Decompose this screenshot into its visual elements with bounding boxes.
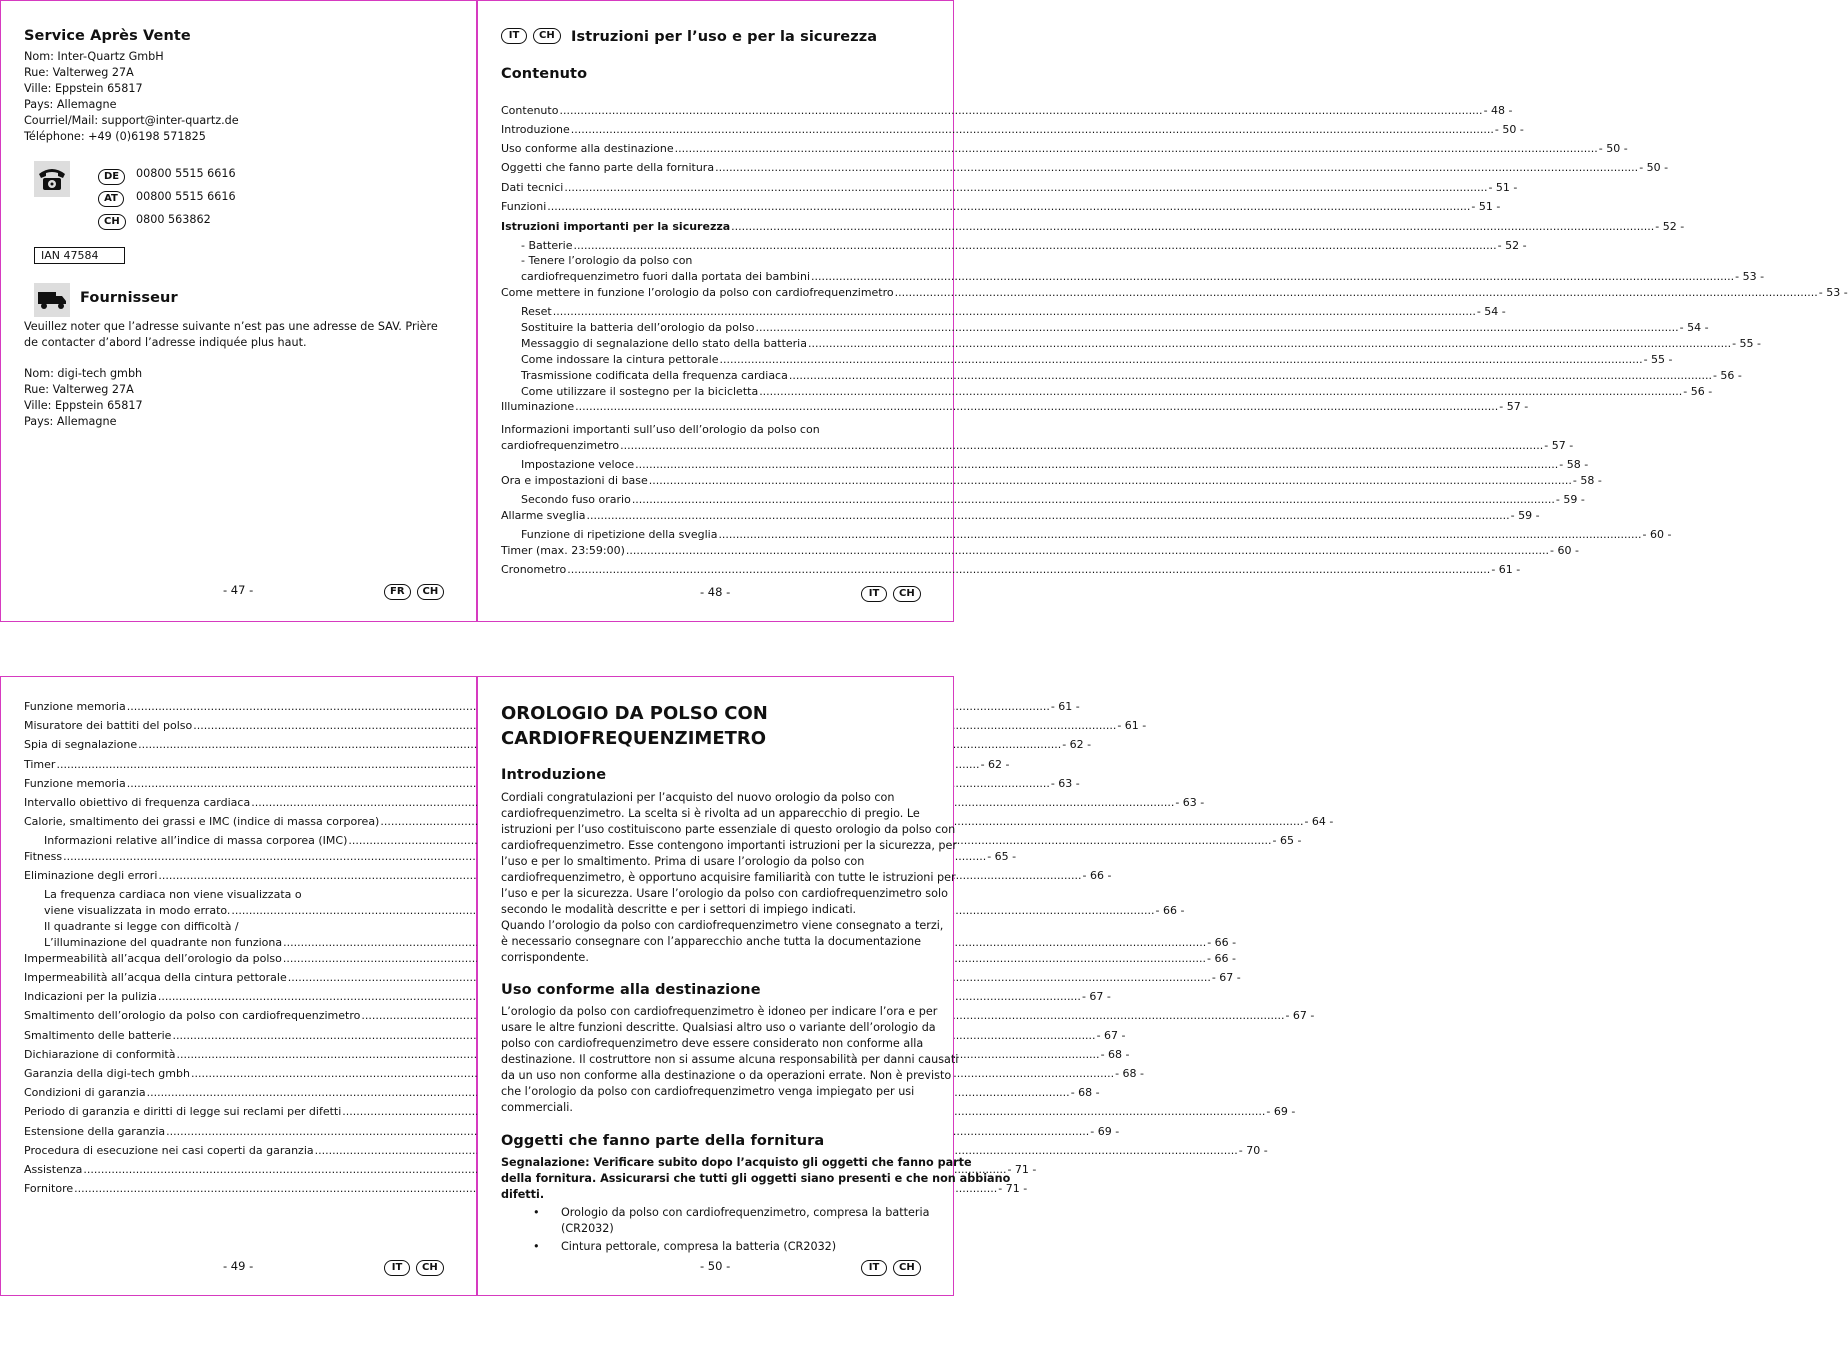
toc-entry-title: Uso conforme alla destinazione <box>501 142 674 155</box>
text-line: • Cintura pettorale, compresa la batteria (CR2032) <box>561 1240 837 1253</box>
text-line: istruzioni per l’uso costituiscono parte essenziale di questo orologio da polso con <box>501 823 956 836</box>
toc-page-number: - 59 - <box>1555 493 1585 506</box>
list-item <box>501 1239 929 1255</box>
toc-leader-dots <box>575 400 1498 413</box>
toc-entry-title: Cronometro <box>501 563 567 576</box>
toc-leader-dots <box>811 270 1734 283</box>
country-badge: CH <box>98 214 126 230</box>
toc-page-number: - 66 - <box>1155 904 1185 917</box>
toc-entry-title: Eliminazione degli errori <box>24 869 158 882</box>
toc-entry <box>501 200 1501 213</box>
service-line: Rue: Valterweg 27A <box>24 66 134 79</box>
toc-entry-title: Funzione di ripetizione della sveglia <box>521 528 718 541</box>
toc-leader-dots <box>635 458 1558 471</box>
toc-entry <box>24 1029 1126 1042</box>
toc-page-number: - 50 - <box>1598 142 1628 155</box>
language-badges <box>384 1260 444 1276</box>
toc-page-number: - 57 - <box>1499 400 1529 413</box>
text-line: • Orologio da polso con cardiofrequenzimetro, compresa la batteria <box>561 1206 930 1219</box>
toc-entry <box>501 563 1521 576</box>
toc-page-number: - 65 - <box>1272 834 1302 847</box>
toc-entry <box>24 719 1147 732</box>
toc-entry-title: Come indossare la cintura pettorale <box>521 353 719 366</box>
toc-leader-dots <box>719 353 1642 366</box>
toc-entry <box>501 337 1762 350</box>
toc-entry <box>501 239 1527 252</box>
toc-page-number: - 53 - <box>1735 270 1765 283</box>
toc-entry-title: Garanzia della digi-tech gmbh <box>24 1067 190 1080</box>
text-line: è necessario consegnare con l’apparecchio anche tutta la documentazione <box>501 935 921 948</box>
toc-leader-dots <box>564 181 1487 194</box>
toc-page-number: - 52 - <box>1655 220 1685 233</box>
toc-entry-title: Estensione della garanzia <box>24 1125 166 1138</box>
page-number: - 47 - <box>223 583 254 597</box>
toc-entry <box>24 700 1080 713</box>
toc-entry <box>501 369 1742 382</box>
country-badge: IT <box>861 586 887 602</box>
toc-entry-title: Sostituire la batteria dell’orologio da polso <box>521 321 755 334</box>
service-line: Ville: Eppstein 65817 <box>24 82 143 95</box>
country-badge: CH <box>533 28 561 44</box>
toc-page-number: - 71 - <box>998 1182 1028 1195</box>
service-line: Courriel/Mail: support@inter-quartz.de <box>24 114 239 127</box>
toc-page-number: - 61 - <box>1491 563 1521 576</box>
toc-entry-title: Messaggio di segnalazione dello stato della batteria <box>521 337 807 350</box>
toc-entry <box>501 493 1585 506</box>
toc-entry <box>501 353 1673 366</box>
toc-entry <box>501 286 1848 299</box>
text-line: corrispondente. <box>501 951 589 964</box>
toc-page-number: - 66 - <box>1082 869 1112 882</box>
contents-title: Contenuto <box>501 66 588 82</box>
toc-entry <box>501 123 1524 136</box>
toc-entry <box>501 423 1574 452</box>
text-line: secondo le modalità descritte e per i settori di impiego indicati. <box>501 903 857 916</box>
supply-title: Oggetti che fanno parte della fornitura <box>501 1133 825 1149</box>
toc-entry-title: Trasmissione codificata della frequenza cardiaca <box>521 369 788 382</box>
ian-box: IAN 47584 <box>34 247 125 264</box>
toc-page-number: - 60 - <box>1642 528 1672 541</box>
toc-entry-title: Illuminazione <box>501 400 575 413</box>
toc-leader-dots <box>574 239 1497 252</box>
toc-entry-title: Contenuto <box>501 104 559 117</box>
page-47 <box>0 0 477 622</box>
toc-leader-dots <box>895 286 1818 299</box>
toc-leader-dots <box>553 305 1476 318</box>
toc-entry-title: cardiofrequenzimetro fuori dalla portata dei bambini <box>521 270 811 283</box>
toc-entry-title: Informazioni relative all’indice di massa corporea (IMC) <box>44 834 348 847</box>
toc-page-number: - 54 - <box>1476 305 1506 318</box>
toc-entry <box>501 400 1529 413</box>
toc-entry-lead: Informazioni importanti sull’uso dell’orologio da polso con <box>501 423 820 436</box>
toc-entry <box>501 509 1540 522</box>
text-line: (CR2032) <box>561 1222 614 1235</box>
toc-entry-title: Smaltimento delle batterie <box>24 1029 172 1042</box>
toc-entry <box>24 971 1241 984</box>
service-line: Pays: Allemagne <box>24 98 117 111</box>
toc-leader-dots <box>759 385 1682 398</box>
toc-entry <box>501 104 1513 117</box>
toc-entry-lead: - Tenere l’orologio da polso con <box>521 254 693 267</box>
toc-entry <box>501 142 1628 155</box>
toc-page-number: - 57 - <box>1544 439 1574 452</box>
toc-entry <box>501 181 1518 194</box>
toc-page-number: - 61 - <box>1117 719 1147 732</box>
text-line: usare le altre funzioni descritte. Qualsiasi altro uso o variante dell’orologio da <box>501 1021 936 1034</box>
toc-entry-title: Indicazioni per la pulizia <box>24 990 157 1003</box>
toc-entry <box>24 1125 1120 1138</box>
supplier-note: Veuillez noter que l’adresse suivante n’est pas une adresse de SAV. Prière de contacter d’abord l’adresse indiquée plus haut. <box>24 320 438 349</box>
toc-page-number: - 64 - <box>1304 815 1334 828</box>
supply-note <box>501 1155 1010 1203</box>
service-title: Service Après Vente <box>24 28 191 44</box>
toc-entry <box>24 815 1334 828</box>
page-48 <box>477 0 1848 622</box>
toc-page-number: - 69 - <box>1266 1105 1296 1118</box>
toc-page-number: - 66 - <box>1207 936 1237 949</box>
country-badge: IT <box>861 1260 887 1276</box>
toc-leader-dots <box>587 509 1510 522</box>
toc-page-number: - 67 - <box>1081 990 1111 1003</box>
toc-entry <box>501 321 1709 334</box>
text-line: Cordiali congratulazioni per l’acquisto del nuovo orologio da polso con <box>501 791 895 804</box>
toc-entry-title: Fornitore <box>24 1182 74 1195</box>
toc-leader-dots <box>756 321 1679 334</box>
toc-leader-dots <box>789 369 1712 382</box>
phone-row <box>98 209 211 230</box>
main-title-line: CARDIOFREQUENZIMETRO <box>501 728 767 749</box>
toc-page-number: - 67 - <box>1211 971 1241 984</box>
main-title-line: OROLOGIO DA POLSO CON <box>501 703 768 724</box>
toc-page-number: - 65 - <box>987 850 1017 863</box>
toc-leader-dots <box>571 123 1494 136</box>
service-line: Nom: Inter-Quartz GmbH <box>24 50 164 63</box>
toc-entry-title: Calorie, smaltimento dei grassi e IMC (indice di massa corporea) <box>24 815 380 828</box>
toc-page-number: - 69 - <box>1090 1125 1120 1138</box>
toc-leader-dots <box>649 474 1572 487</box>
toc-leader-dots <box>632 493 1555 506</box>
toc-entry <box>501 474 1602 487</box>
text-line: che l’orologio da polso con cardiofrequenzimetro venga impiegato per usi <box>501 1085 915 1098</box>
toc-page-number: - 70 - <box>1238 1144 1268 1157</box>
country-badge: CH <box>893 586 921 602</box>
toc-entry <box>501 528 1672 541</box>
supplier-line: Pays: Allemagne <box>24 415 117 428</box>
toc-entry-title: Oggetti che fanno parte della fornitura <box>501 161 715 174</box>
toc-entry-title: Misuratore dei battiti del polso <box>24 719 193 732</box>
toc-page-number: - 55 - <box>1643 353 1673 366</box>
toc-entry-title: Introduzione <box>501 123 570 136</box>
toc-entry <box>24 1144 1268 1157</box>
toc-page-number: - 68 - <box>1100 1048 1130 1061</box>
toc-entry <box>24 758 1010 771</box>
toc-entry-title: Impostazione veloce <box>521 458 635 471</box>
toc-entry-title: Impermeabilità all’acqua della cintura pettorale <box>24 971 287 984</box>
toc-page-number: - 51 - <box>1488 181 1518 194</box>
toc-entry-title: Condizioni di garanzia <box>24 1086 146 1099</box>
toc-page-number: - 62 - <box>1062 738 1092 751</box>
toc-page-number: - 63 - <box>1050 777 1080 790</box>
toc-entry-title: L’illuminazione del quadrante non funziona <box>44 936 283 949</box>
toc-page-number: - 71 - <box>1007 1163 1037 1176</box>
toc-page-number: - 50 - <box>1639 161 1669 174</box>
toc-entry-lead: La frequenza cardiaca non viene visualizzata o <box>44 888 302 901</box>
toc-leader-dots <box>547 200 1470 213</box>
country-badge: AT <box>98 191 124 207</box>
main-title <box>501 701 768 751</box>
toc-entry-title: - Batterie <box>521 239 573 252</box>
toc-page-number: - 67 - <box>1096 1029 1126 1042</box>
toc-entry-title: Smaltimento dell’orologio da polso con cardiofrequenzimetro <box>24 1009 361 1022</box>
supplier-line: Rue: Valterweg 27A <box>24 383 134 396</box>
toc-page-number: - 51 - <box>1471 200 1501 213</box>
toc-page-number: - 68 - <box>1070 1086 1100 1099</box>
toc-entry-title: Secondo fuso orario <box>521 493 631 506</box>
text-line: Quando l’orologio da polso con cardiofrequenzimetro viene consegnato a terzi, <box>501 919 944 932</box>
toc-entry-lead: Il quadrante si legge con difficoltà / <box>44 920 239 933</box>
toc-page-number: - 54 - <box>1679 321 1709 334</box>
toc-entry-title: Dati tecnici <box>501 181 564 194</box>
toc-entry-title: Intervallo obiettivo di frequenza cardiaca <box>24 796 251 809</box>
toc-leader-dots <box>715 161 1638 174</box>
language-badges <box>384 584 444 600</box>
toc-leader-dots <box>567 563 1490 576</box>
toc-page-number: - 53 - <box>1818 286 1848 299</box>
service-line: Téléphone: +49 (0)6198 571825 <box>24 130 206 143</box>
toc-entry <box>24 1163 1037 1176</box>
supplier-address <box>24 366 143 430</box>
toc-entry <box>501 458 1589 471</box>
toc-entry-title: Procedura di esecuzione nei casi coperti da garanzia <box>24 1144 314 1157</box>
page-title: Istruzioni per l’uso e per la sicurezza <box>571 29 878 45</box>
toc-leader-dots <box>626 544 1549 557</box>
toc-entry-title: Reset <box>521 305 552 318</box>
text-line: L’orologio da polso con cardiofrequenzimetro è idoneo per indicare l’ora e per <box>501 1005 938 1018</box>
phone-row <box>98 186 236 207</box>
telephone-icon <box>34 161 70 197</box>
toc-entry-title: Timer <box>24 758 56 771</box>
toc-entry-title: Funzione memoria <box>24 700 126 713</box>
language-badges <box>861 1260 921 1276</box>
phone-number: 0800 563862 <box>136 213 211 226</box>
intro-text <box>501 790 957 966</box>
toc-entry-title: Ora e impostazioni di base <box>501 474 648 487</box>
toc-leader-dots <box>718 528 1641 541</box>
toc-entry-title: Come utilizzare il sostegno per la bicicletta <box>521 385 759 398</box>
phone-row <box>98 164 236 185</box>
toc-page-number: - 63 - <box>1175 796 1205 809</box>
toc-page-number: - 59 - <box>1510 509 1540 522</box>
phone-number: 00800 5515 6616 <box>136 190 236 203</box>
toc-entry-title: Assistenza <box>24 1163 83 1176</box>
toc-page-number: - 56 - <box>1683 385 1713 398</box>
toc-entry-title: Allarme sveglia <box>501 509 586 522</box>
toc-leader-dots <box>620 439 1543 452</box>
supplier-line: Nom: digi-tech gmbh <box>24 367 143 380</box>
text-line: l’uso e per lo smaltimento. Prima di usare l’orologio da polso con <box>501 855 865 868</box>
page-number: - 48 - <box>700 585 731 599</box>
toc-entry-title: Spia di segnalazione <box>24 738 138 751</box>
language-badges <box>861 586 921 602</box>
toc-entry-title: Come mettere in funzione l’orologio da polso con cardiofrequenzimetro <box>501 286 894 299</box>
toc-leader-dots <box>559 104 1482 117</box>
text-line: della fornitura. Assicurarsi che tutti gli oggetti siano presenti e che non abbiano <box>501 1172 1011 1185</box>
text-line: l’uso e per la sicurezza. Usare l’orologio da polso con cardiofrequenzimetro solo <box>501 887 948 900</box>
supply-list <box>501 1205 929 1255</box>
toc-page-number: - 68 - <box>1115 1067 1145 1080</box>
country-badge: IT <box>501 28 527 44</box>
text-line: cardiofrequenzimetro. La scelta si è rivolta ad un apparecchio di pregio. Le <box>501 807 920 820</box>
list-item <box>501 1205 929 1237</box>
text-line: destinazione. Il costruttore non si assume alcuna responsabilità per danni causati <box>501 1053 959 1066</box>
country-badge: CH <box>416 1260 444 1276</box>
page-number: - 49 - <box>223 1259 254 1273</box>
toc-entry <box>501 161 1669 174</box>
toc-page-number: - 66 - <box>1207 952 1236 965</box>
country-badge: IT <box>384 1260 410 1276</box>
toc-page-number: - 48 - <box>1483 104 1513 117</box>
toc-entry-title: Dichiarazione di conformità <box>24 1048 176 1061</box>
text-line: commerciali. <box>501 1101 573 1114</box>
toc-entry <box>501 220 1685 233</box>
use-title: Uso conforme alla destinazione <box>501 982 761 998</box>
toc-leader-dots <box>808 337 1731 350</box>
toc-page-number: - 62 - <box>980 758 1010 771</box>
country-badge: CH <box>893 1260 921 1276</box>
use-text <box>501 1004 958 1116</box>
toc-entry <box>501 385 1713 398</box>
toc-page-number: - 56 - <box>1712 369 1742 382</box>
toc-entry <box>24 777 1080 790</box>
toc-entry-title: Periodo di garanzia e diritti di legge sui reclami per difetti <box>24 1105 342 1118</box>
toc-entry-title: cardiofrequenzimetro <box>501 439 620 452</box>
text-line: cardiofrequenzimetro. Esse contengono importanti istruzioni per la sicurezza, per <box>501 839 958 852</box>
country-badge: DE <box>98 169 125 185</box>
toc-entry-title: Impermeabilità all’acqua dell’orologio da polso <box>24 952 282 965</box>
phone-number: 00800 5515 6616 <box>136 167 236 180</box>
text-line: polso con cardiofrequenzimetro deve essere considerato non conforme alla <box>501 1037 924 1050</box>
toc-entry <box>501 305 1506 318</box>
page-number: - 50 - <box>700 1259 731 1273</box>
toc-entry-title: Istruzioni importanti per la sicurezza <box>501 220 731 233</box>
text-line: cardiofrequenzimetro, è opportuno acquisire familiarità con tutte le istruzioni per <box>501 871 956 884</box>
toc-entry <box>501 254 1765 283</box>
toc-page-number: - 50 - <box>1494 123 1524 136</box>
text-line: difetti. <box>501 1188 545 1201</box>
toc-page-number: - 60 - <box>1550 544 1579 557</box>
country-badge: FR <box>384 584 411 600</box>
service-address <box>24 49 239 145</box>
country-badge: CH <box>417 584 445 600</box>
intro-title: Introduzione <box>501 767 607 783</box>
toc-entry-title: Fitness <box>24 850 63 863</box>
toc-page-number: - 55 - <box>1732 337 1762 350</box>
truck-icon <box>34 283 70 317</box>
toc-page-number: - 52 - <box>1497 239 1527 252</box>
text-line: da un uso non conforme alla destinazione o da operazioni errate. Non è previsto <box>501 1069 952 1082</box>
toc-entry <box>501 544 1579 557</box>
toc-page-number: - 58 - <box>1559 458 1589 471</box>
toc-leader-dots <box>731 220 1654 233</box>
toc-page-number: - 58 - <box>1572 474 1602 487</box>
language-badges <box>501 28 561 44</box>
text-line: Segnalazione: Verificare subito dopo l’acquisto gli oggetti che fanno parte <box>501 1156 972 1169</box>
toc-entry-title: Timer (max. 23:59:00) <box>501 544 625 557</box>
toc-entry-title: Funzioni <box>501 200 547 213</box>
toc-page-number: - 61 - <box>1050 700 1080 713</box>
toc-entry-title: viene visualizzata in modo errato. <box>44 904 231 917</box>
supplier-line: Ville: Eppstein 65817 <box>24 399 143 412</box>
toc-page-number: - 67 - <box>1285 1009 1315 1022</box>
toc-leader-dots <box>675 142 1598 155</box>
toc-entry-title: Funzione memoria <box>24 777 126 790</box>
supplier-title: Fournisseur <box>80 290 178 306</box>
